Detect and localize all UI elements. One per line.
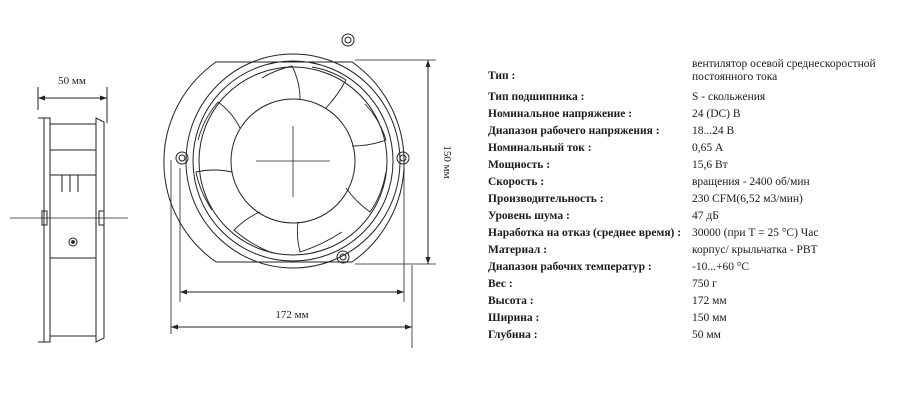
width-dimension-label: 172 мм bbox=[275, 309, 309, 321]
spec-label: Вес : bbox=[488, 278, 513, 290]
spec-value: 18...24 В bbox=[692, 125, 735, 137]
spec-value: 0,65 А bbox=[692, 142, 724, 154]
depth-dimension-label: 50 мм bbox=[58, 75, 86, 87]
spec-label: Мощность : bbox=[488, 159, 551, 171]
spec-value: 15,6 Вт bbox=[692, 159, 728, 171]
spec-value: 172 мм bbox=[692, 295, 727, 307]
spec-label: Номинальный ток : bbox=[488, 142, 592, 154]
spec-label: Тип : bbox=[488, 70, 516, 82]
spec-value: 50 мм bbox=[692, 329, 721, 341]
spec-value: 47 дБ bbox=[692, 210, 719, 222]
spec-label: Уровень шума : bbox=[488, 210, 570, 222]
spec-label: Наработка на отказ (среднее время) : bbox=[488, 227, 682, 239]
fan-side-view bbox=[10, 87, 128, 342]
spec-value: корпус/ крыльчатка - PBT bbox=[692, 244, 818, 256]
spec-label: Глубина : bbox=[488, 329, 538, 341]
spec-value: 30000 (при T = 25 °C) Час bbox=[692, 227, 819, 239]
spec-label: Диапазон рабочего напряжения : bbox=[488, 125, 660, 137]
spec-label: Диапазон рабочих температур : bbox=[488, 261, 652, 273]
spec-value: вентилятор осевой среднескоростной постоянного тока bbox=[692, 58, 876, 83]
spec-label: Материал : bbox=[488, 244, 548, 256]
spec-value: 24 (DC) В bbox=[692, 108, 741, 120]
spec-value: 230 CFM(6,52 м3/мин) bbox=[692, 193, 803, 205]
spec-value: 750 г bbox=[692, 278, 717, 290]
spec-value: -10...+60 °C bbox=[692, 261, 750, 273]
spec-value: 150 мм bbox=[692, 312, 727, 324]
spec-label: Тип подшипника : bbox=[488, 91, 585, 103]
spec-label: Производительность : bbox=[488, 193, 604, 205]
spec-label: Высота : bbox=[488, 295, 534, 307]
spec-label: Ширина : bbox=[488, 312, 540, 324]
spec-label: Номинальное напряжение : bbox=[488, 108, 633, 120]
fan-front-view bbox=[164, 34, 436, 348]
spec-value: S - скольжения bbox=[692, 91, 766, 103]
spec-label: Скорость : bbox=[488, 176, 545, 188]
height-dimension-label: 150 мм bbox=[441, 145, 453, 179]
spec-value: вращения - 2400 об/мин bbox=[692, 176, 810, 188]
